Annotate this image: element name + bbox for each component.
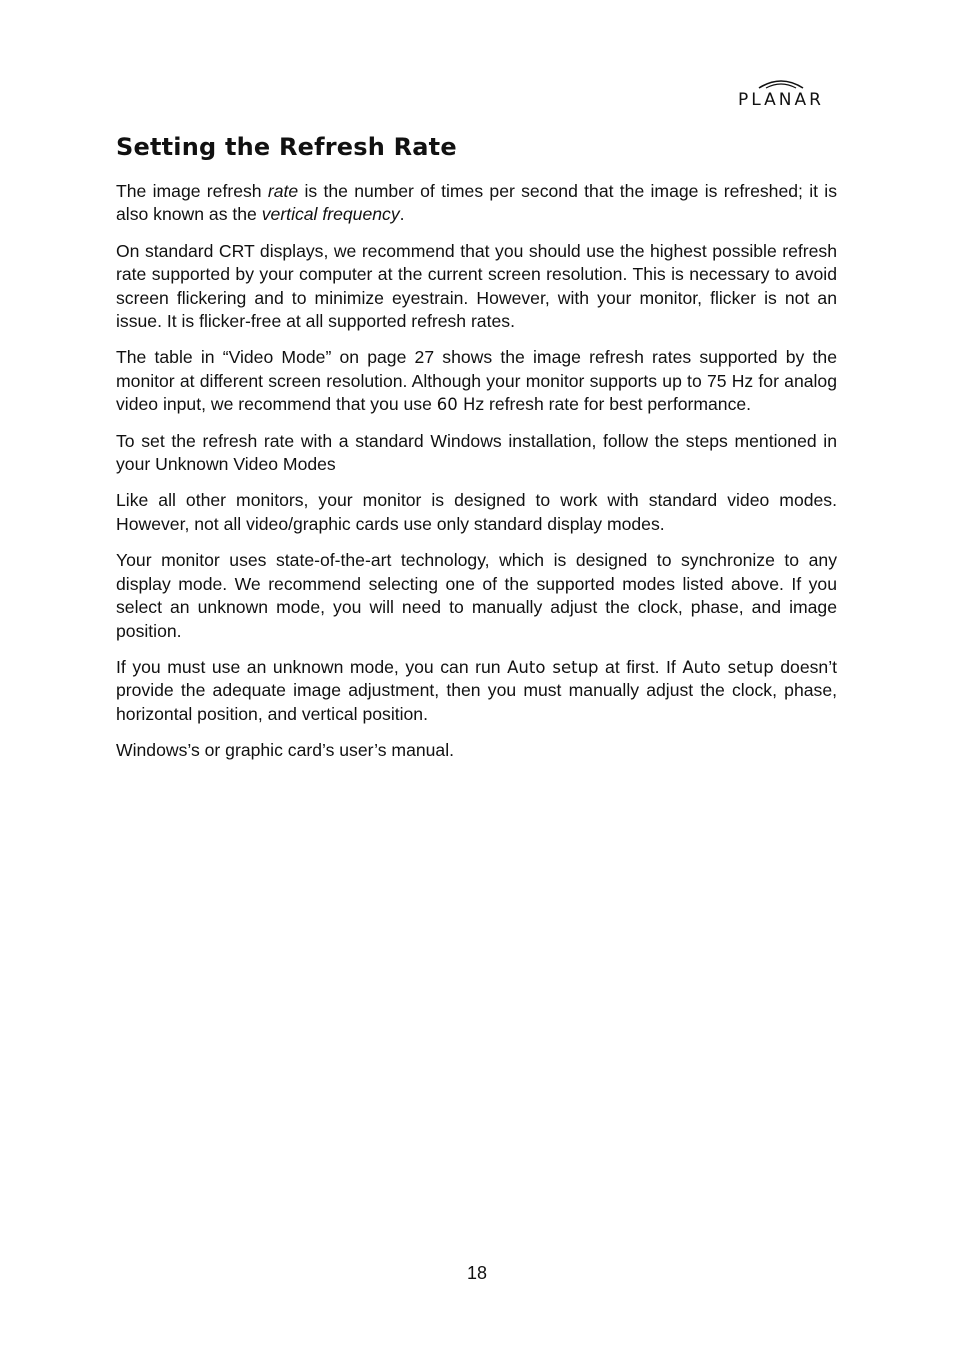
inline-menu-option: Auto setup	[507, 657, 599, 677]
paragraph-2: On standard CRT displays, we recommend that you should use the highest possible refresh rate supported by your computer at the current screen resolution. This is necessary to avoid screen flickering and to minimize eyestrain. However, with your monitor, flicker is not an issue. It is flicker-free at all supported refresh rates.	[116, 240, 837, 332]
page-title: Setting the Refresh Rate	[116, 133, 457, 161]
body-text	[116, 180, 837, 776]
page-number: 18	[466, 1263, 488, 1283]
paragraph-7: If you must use an unknown mode, you can run Auto setup at first. If Auto setup doesn’t provide the adequate image adjustment, then you must manually adjust the clock, phase, horizontal position, and vertical position.	[116, 656, 837, 724]
paragraph-3: The table in “Video Mode” on page 27 shows the image refresh rates supported by the monitor at different screen resolution. Although your monitor supports up to 75 Hz for analog video input, we recommend that you use 60 Hz refresh rate for best performance.	[116, 347, 837, 415]
paragraph-1: The image refresh rate is the number of times per second that the image is refreshed; it is also known as the vertical frequency.	[116, 181, 837, 225]
paragraph-6: Your monitor uses state-of-the-art technology, which is designed to synchronize to any display mode. We recommend selecting one of the supported modes listed above. If you select an unknown mode, you will need to manually adjust the clock, phase, and image position.	[116, 550, 837, 641]
logo-wordmark: PLANAR	[738, 90, 824, 110]
inline-setting-value: 60 Hz	[436, 395, 485, 415]
paragraph-4: To set the refresh rate with a standard Windows installation, follow the steps mentioned in your Unknown Video Modes	[116, 430, 837, 475]
inline-menu-option: Auto setup	[682, 657, 774, 677]
logo-swoosh-icon	[756, 76, 806, 90]
paragraph-8: Windows’s or graphic card’s user’s manual.	[116, 740, 455, 761]
planar-logo	[722, 76, 840, 116]
paragraph-5: Like all other monitors, your monitor is designed to work with standard video modes. However, not all video/graphic cards use only standard display modes.	[116, 490, 837, 534]
